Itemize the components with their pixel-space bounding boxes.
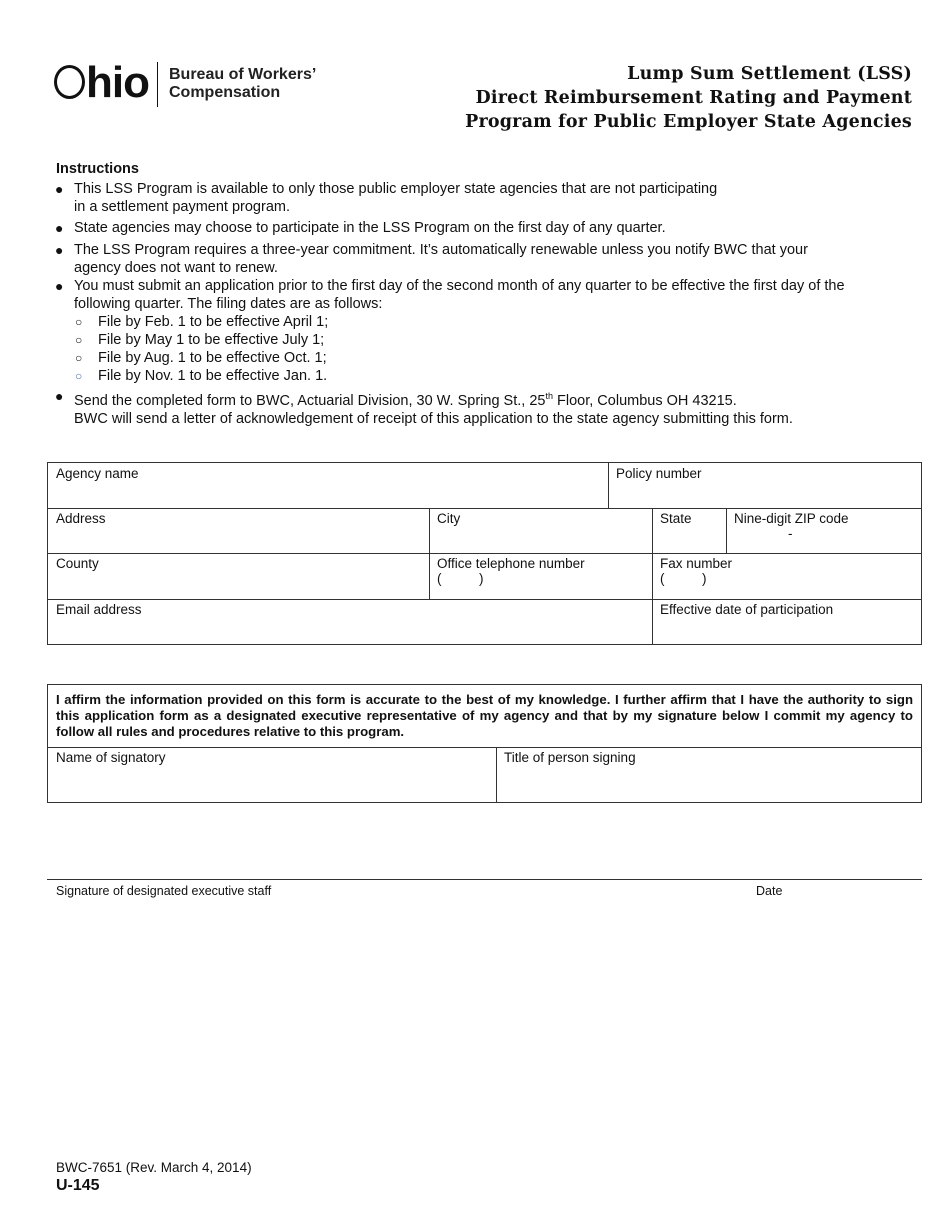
address-label: Address [56,511,106,526]
city-field[interactable] [429,508,652,553]
effective-date-label: Effective date of participation [660,602,834,617]
ohio-logo [54,58,149,108]
bullet-icon: ● [55,181,64,197]
signature-label: Signature of designated executive staff [56,884,272,898]
filing-date-text: File by Feb. 1 to be effective April 1; [98,314,329,330]
zip-code-label: Nine-digit ZIP code [734,511,849,526]
signature-line[interactable] [47,879,922,880]
affirmation-section [47,684,922,803]
ohio-logo-o-icon [54,65,85,99]
agency-name-field[interactable] [48,463,608,508]
address-field[interactable] [48,508,429,553]
instruction-item-1 [55,180,718,216]
office-phone-label: Office telephone number [437,556,585,571]
instruction-text: agency does not want to renew. [74,260,278,276]
state-label: State [660,511,692,526]
filing-date-text: File by Nov. 1 to be effective Jan. 1. [98,368,328,384]
address-text-end: Floor, Columbus OH 43215. [552,392,737,409]
fax-number-field[interactable] [652,553,921,599]
city-label: City [437,511,461,526]
instructions-heading: Instructions [56,161,139,177]
email-address-label: Email address [56,602,142,617]
office-phone-field[interactable] [429,553,652,599]
bullet-icon: ● [55,278,64,294]
bullet-icon: ● [55,388,64,404]
fax-number-label: Fax number [660,556,733,571]
effective-date-field[interactable] [652,599,921,645]
circle-bullet-icon: ○ [75,333,83,347]
floor-superscript: th [545,391,553,401]
instruction-item-2 [55,219,666,237]
instruction-item-4 [55,277,845,313]
signatory-name-field[interactable] [48,747,496,802]
instruction-text: This LSS Program is available to only those public employer state agencies that are not participating [74,181,718,197]
instruction-text [74,387,737,410]
fax-area-code-parens: ( ) [660,571,707,586]
instruction-item-3 [55,241,808,277]
form-id: BWC-7651 (Rev. March 4, 2014) [56,1160,252,1175]
circle-bullet-icon: ○ [75,315,83,329]
form-code: U-145 [56,1177,100,1194]
circle-bullet-icon: ○ [75,351,83,365]
instruction-text: in a settlement payment program. [74,199,290,215]
instruction-text: You must submit an application prior to the first day of the second month of any quarter to be effective the first day of the [74,278,845,294]
form-title-line1: Lump Sum Settlement (LSS) [627,64,912,84]
email-address-field[interactable] [48,599,652,645]
ohio-logo-word: hio [86,58,149,107]
filing-date-text: File by May 1 to be effective July 1; [98,332,325,348]
form-title-line3: Program for Public Employer State Agencies [465,112,912,132]
signer-title-label: Title of person signing [504,750,636,765]
signatory-name-label: Name of signatory [56,750,166,765]
filing-date-item [75,367,328,385]
state-field[interactable] [652,508,726,553]
policy-number-label: Policy number [616,466,702,481]
filing-date-item [75,349,327,367]
bullet-icon: ● [55,242,64,258]
bureau-name [169,66,316,102]
instruction-text: following quarter. The filing dates are as follows: [74,296,383,312]
signer-title-field[interactable] [496,747,921,802]
area-code-parens: ( ) [437,571,484,586]
form-title [465,62,912,134]
acknowledgement-note: BWC will send a letter of acknowledgement of receipt of this application to the state agency submitting this form. [74,411,793,427]
applicant-info-form [47,462,922,645]
instruction-text: The LSS Program requires a three-year commitment. It’s automatically renewable unless you notify BWC that your [74,242,808,258]
filing-date-item [75,331,325,349]
circle-bullet-icon: ○ [75,369,83,383]
zip-code-field[interactable] [726,508,921,553]
bureau-name-line1: Bureau of Workers’ [169,66,317,83]
bureau-name-line2: Compensation [169,84,281,101]
instruction-item-5 [55,387,737,410]
zip-dash: - [788,526,793,541]
logo-divider [157,62,158,107]
bullet-icon: ● [55,220,64,236]
policy-number-field[interactable] [608,463,921,508]
filing-date-text: File by Aug. 1 to be effective Oct. 1; [98,350,327,366]
form-title-line2: Direct Reimbursement Rating and Payment [475,88,912,108]
address-text: Send the completed form to BWC, Actuarial Division, 30 W. Spring St., 25 [74,392,546,409]
county-label: County [56,556,99,571]
date-label: Date [756,884,783,898]
instruction-text: State agencies may choose to participate in the LSS Program on the first day of any quarter. [74,220,666,236]
filing-date-item [75,313,329,331]
affirmation-text: I affirm the information provided on this form is accurate to the best of my knowledge. I further affirm that I have the authority to sign this application form as a designated executive representative of my agency and that by my signature below I commit my agency to follow all rules and procedures relative to this program. [56,692,913,739]
county-field[interactable] [48,553,429,599]
agency-name-label: Agency name [56,466,139,481]
